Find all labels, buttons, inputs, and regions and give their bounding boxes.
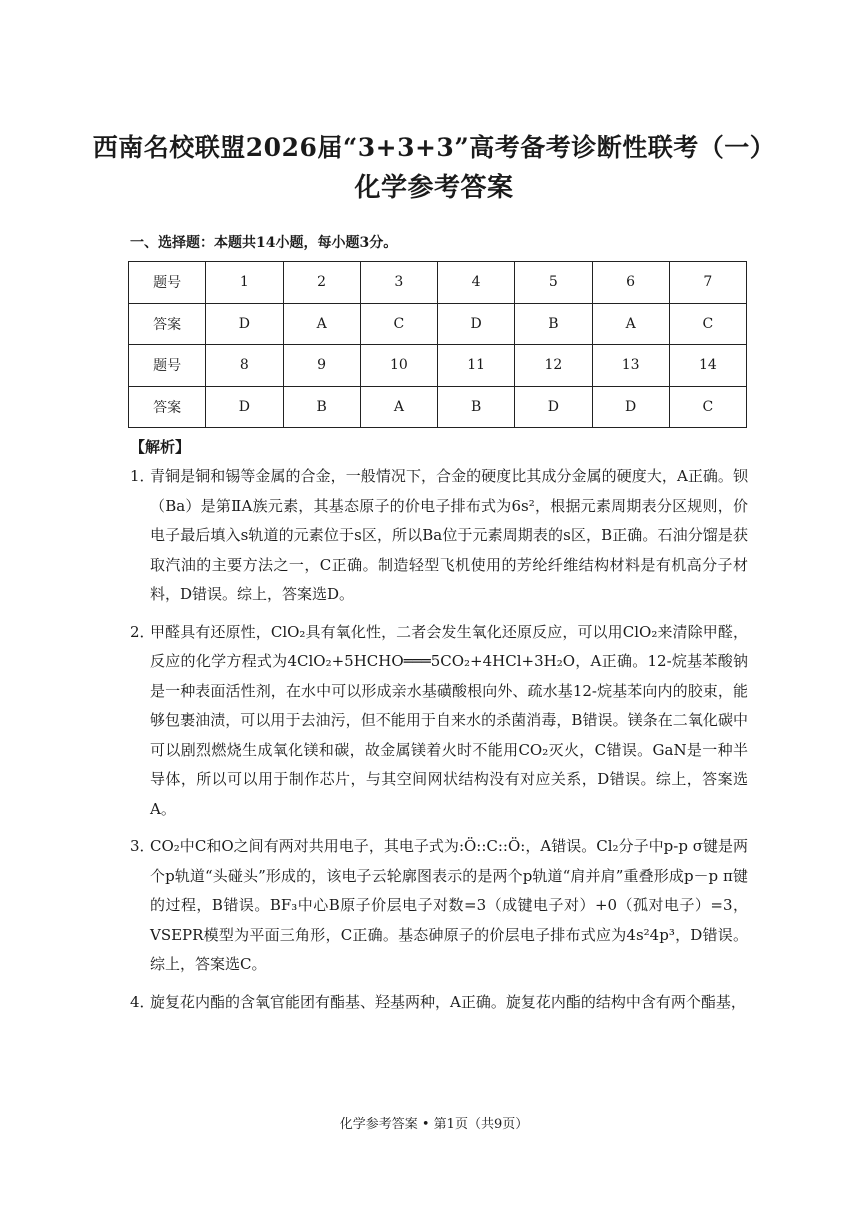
table-cell: C [360,303,437,345]
table-cell: 14 [669,345,746,387]
item-number: 3． [130,837,155,855]
table-cell: D [515,386,592,428]
table-cell: A [360,386,437,428]
table-cell: 4 [438,262,515,304]
table-cell: 7 [669,262,746,304]
table-cell: 6 [592,262,669,304]
table-cell: C [669,386,746,428]
item-number: 1． [130,467,155,485]
table-cell: 9 [283,345,360,387]
page-title: 西南名校联盟2026届“3+3+3”高考备考诊断性联考（一） [92,133,776,162]
table-cell: 13 [592,345,669,387]
table-cell: B [438,386,515,428]
analysis-list [130,462,748,1025]
table-cell: 12 [515,345,592,387]
table-cell: 8 [206,345,283,387]
row-header-cell: 答案 [129,386,206,428]
row-header-cell: 题号 [129,345,206,387]
item-text: 旋复花内酯的含氧官能团有酯基、羟基两种，A正确。旋复花内酯的结构中含有两个酯基， [150,992,746,1011]
table-cell: B [283,386,360,428]
table-cell: 1 [206,262,283,304]
table-cell: 5 [515,262,592,304]
table-cell: D [592,386,669,428]
table-cell: D [206,386,283,428]
item-text: 青铜是铜和锡等金属的合金，一般情况下，合金的硬度比其成分金属的硬度大，A正确。钡（Ba）是第ⅡA族元素，其基态原子的价电子排布式为6s²，根据元素周期表分区规则，价电子最后填入s轨道的元素位于s区，所以Ba位于元素周期表的s区，B正确。石油分馏是获取汽油的主要方法之一，C正确。制造轻型飞机使用的芳纶纤维结构材料是有机高分子材料，D错误。综上，答案选D。 [150,467,748,603]
analysis-item [130,618,748,825]
analysis-heading: 【解析】 [130,438,191,456]
table-row [129,345,747,387]
table-row [129,262,747,304]
analysis-item [130,462,748,610]
analysis-item [130,988,748,1018]
row-header-cell: 题号 [129,262,206,304]
table-cell: 2 [283,262,360,304]
table-cell: C [669,303,746,345]
analysis-item [130,832,748,980]
answer-table [128,261,747,428]
table-cell: D [438,303,515,345]
table-cell: B [515,303,592,345]
item-number: 2． [130,622,155,641]
table-cell: 11 [438,345,515,387]
table-cell: A [592,303,669,345]
table-cell: 3 [360,262,437,304]
item-number: 4． [130,992,155,1011]
page-footer: 化学参考答案 • 第1页（共9页） [339,1117,529,1132]
table-row [129,303,747,345]
item-text: 甲醛具有还原性，ClO₂具有氧化性，二者会发生氧化还原反应，可以用ClO₂来清除甲醛，反应的化学方程式为4ClO₂+5HCHO═══5CO₂+4HCl+3H₂O，A正确。12-烷基苯酸钠是一种表面活性剂，在水中可以形成亲水基磺酸根向外、疏水基12-烷基苯向内的胶束，能够包裹油渍，可以用于去油污，但不能用于自来水的杀菌消毒，B错误。镁条在二氧化碳中可以剧烈燃烧生成氧化镁和碳，故金属镁着火时不能用CO₂灭火，C错误。GaN是一种半导体，所以可以用于制作芯片，与其空间网状结构没有对应关系，D错误。综上，答案选A。 [150,622,748,818]
item-text: CO₂中C和O之间有两对共用电子，其电子式为:Ö::C::Ö:，A错误。Cl₂分子中p-p σ键是两个p轨道“头碰头”形成的，该电子云轮廓图表示的是两个p轨道“肩并肩”重叠形成p－p π键的过程，B错误。BF₃中心B原子价层电子对数=3（成键电子对）+0（孤对电子）=3，VSEPR模型为平面三角形，C正确。基态砷原子的价层电子排布式应为4s²4p³，D错误。综上，答案选C。 [150,837,748,973]
row-header-cell: 答案 [129,303,206,345]
table-row [129,386,747,428]
table-cell: A [283,303,360,345]
table-cell: 10 [360,345,437,387]
page-subtitle: 化学参考答案 [354,173,514,203]
table-cell: D [206,303,283,345]
section-heading: 一、选择题：本题共14小题，每小题3分。 [130,235,398,251]
